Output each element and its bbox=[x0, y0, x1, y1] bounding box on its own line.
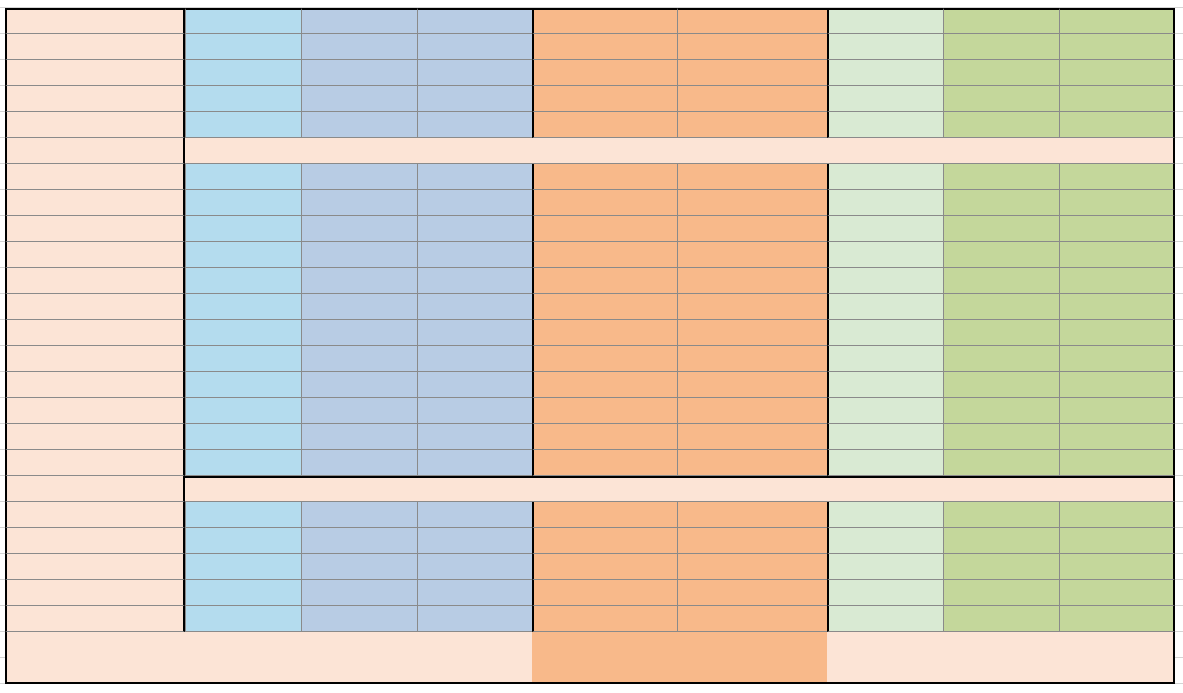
value-cell-well_m bbox=[532, 294, 677, 320]
value-cell-well_y bbox=[677, 606, 827, 632]
value-cell-spa_yf bbox=[417, 164, 532, 190]
value-cell-yoga_yf bbox=[1059, 112, 1175, 138]
value-cell-spa_yf bbox=[417, 606, 532, 632]
value-cell-well_y bbox=[677, 8, 827, 34]
value-cell-yoga_yf bbox=[1059, 372, 1175, 398]
value-cell-spa_yf bbox=[417, 424, 532, 450]
row-label bbox=[5, 372, 185, 398]
row-label bbox=[5, 424, 185, 450]
value-cell-spa_m bbox=[185, 320, 301, 346]
value-cell-spa_m bbox=[185, 554, 301, 580]
value-cell-well_m bbox=[532, 398, 677, 424]
value-cell-spa_yf bbox=[417, 216, 532, 242]
value-cell-well_y bbox=[677, 268, 827, 294]
value-cell-yoga_yf bbox=[1059, 8, 1175, 34]
value-cell-spa_m bbox=[185, 294, 301, 320]
value-cell-spa_yf bbox=[417, 580, 532, 606]
value-cell-spa_m bbox=[185, 606, 301, 632]
value-cell-spa_m bbox=[185, 268, 301, 294]
value-cell-spa_y bbox=[301, 580, 417, 606]
section-header bbox=[185, 476, 1175, 502]
value-cell-well_y bbox=[677, 450, 827, 476]
row-label bbox=[5, 242, 185, 268]
value-cell-well_m bbox=[532, 346, 677, 372]
value-cell-yoga_yf bbox=[1059, 502, 1175, 528]
value-cell-well_y bbox=[677, 34, 827, 60]
value-cell-spa_yf bbox=[417, 450, 532, 476]
value-cell-spa_yf bbox=[417, 60, 532, 86]
value-cell-yoga_y bbox=[943, 164, 1059, 190]
value-cell-well_y bbox=[677, 528, 827, 554]
value-cell-yoga_m bbox=[827, 190, 943, 216]
value-cell-yoga_m bbox=[827, 554, 943, 580]
value-cell-spa_y bbox=[301, 294, 417, 320]
value-cell-spa_y bbox=[301, 86, 417, 112]
value-cell-spa_yf bbox=[417, 346, 532, 372]
footnote-left-blank bbox=[5, 632, 532, 684]
value-cell-well_m bbox=[532, 528, 677, 554]
value-cell-well_y bbox=[677, 86, 827, 112]
value-cell-yoga_y bbox=[943, 294, 1059, 320]
value-cell-yoga_y bbox=[943, 580, 1059, 606]
value-cell-spa_yf bbox=[417, 190, 532, 216]
row-label bbox=[5, 554, 185, 580]
row-label bbox=[5, 528, 185, 554]
value-cell-well_m bbox=[532, 8, 677, 34]
row-label bbox=[5, 112, 185, 138]
value-cell-well_m bbox=[532, 60, 677, 86]
row-label bbox=[5, 502, 185, 528]
value-cell-yoga_y bbox=[943, 34, 1059, 60]
value-cell-yoga_yf bbox=[1059, 164, 1175, 190]
value-cell-spa_yf bbox=[417, 242, 532, 268]
value-cell-well_y bbox=[677, 294, 827, 320]
value-cell-well_y bbox=[677, 346, 827, 372]
value-cell-spa_m bbox=[185, 164, 301, 190]
value-cell-yoga_y bbox=[943, 320, 1059, 346]
value-cell-spa_y bbox=[301, 34, 417, 60]
value-cell-spa_yf bbox=[417, 502, 532, 528]
value-cell-well_y bbox=[677, 242, 827, 268]
value-cell-yoga_y bbox=[943, 112, 1059, 138]
value-cell-well_y bbox=[677, 424, 827, 450]
value-cell-well_y bbox=[677, 372, 827, 398]
value-cell-yoga_m bbox=[827, 294, 943, 320]
value-cell-spa_yf bbox=[417, 34, 532, 60]
value-cell-yoga_y bbox=[943, 86, 1059, 112]
value-cell-yoga_y bbox=[943, 190, 1059, 216]
row-label bbox=[5, 450, 185, 476]
value-cell-well_y bbox=[677, 216, 827, 242]
value-cell-spa_yf bbox=[417, 268, 532, 294]
value-cell-well_y bbox=[677, 502, 827, 528]
value-cell-yoga_yf bbox=[1059, 398, 1175, 424]
value-cell-spa_yf bbox=[417, 554, 532, 580]
value-cell-yoga_y bbox=[943, 60, 1059, 86]
value-cell-yoga_yf bbox=[1059, 216, 1175, 242]
row-label bbox=[5, 294, 185, 320]
value-cell-well_y bbox=[677, 580, 827, 606]
value-cell-spa_yf bbox=[417, 8, 532, 34]
value-cell-spa_m bbox=[185, 112, 301, 138]
value-cell-spa_yf bbox=[417, 372, 532, 398]
value-cell-yoga_m bbox=[827, 164, 943, 190]
value-cell-yoga_m bbox=[827, 86, 943, 112]
value-cell-yoga_y bbox=[943, 398, 1059, 424]
value-cell-spa_y bbox=[301, 398, 417, 424]
value-cell-spa_m bbox=[185, 502, 301, 528]
value-cell-spa_yf bbox=[417, 320, 532, 346]
value-cell-well_m bbox=[532, 502, 677, 528]
value-cell-yoga_y bbox=[943, 450, 1059, 476]
value-cell-spa_y bbox=[301, 8, 417, 34]
value-cell-well_y bbox=[677, 320, 827, 346]
value-cell-yoga_yf bbox=[1059, 554, 1175, 580]
value-cell-yoga_y bbox=[943, 502, 1059, 528]
section-header bbox=[185, 138, 1175, 164]
value-cell-spa_y bbox=[301, 372, 417, 398]
value-cell-yoga_yf bbox=[1059, 190, 1175, 216]
row-label bbox=[5, 164, 185, 190]
value-cell-yoga_m bbox=[827, 372, 943, 398]
value-cell-spa_m bbox=[185, 242, 301, 268]
value-cell-well_m bbox=[532, 86, 677, 112]
value-cell-spa_m bbox=[185, 424, 301, 450]
value-cell-spa_m bbox=[185, 580, 301, 606]
value-cell-yoga_m bbox=[827, 216, 943, 242]
value-cell-yoga_y bbox=[943, 372, 1059, 398]
value-cell-spa_y bbox=[301, 502, 417, 528]
value-cell-spa_m bbox=[185, 346, 301, 372]
value-cell-spa_y bbox=[301, 190, 417, 216]
value-cell-spa_m bbox=[185, 372, 301, 398]
value-cell-well_m bbox=[532, 216, 677, 242]
value-cell-spa_y bbox=[301, 346, 417, 372]
value-cell-spa_m bbox=[185, 8, 301, 34]
value-cell-well_m bbox=[532, 320, 677, 346]
value-cell-well_m bbox=[532, 164, 677, 190]
value-cell-well_y bbox=[677, 164, 827, 190]
value-cell-yoga_yf bbox=[1059, 424, 1175, 450]
value-cell-spa_y bbox=[301, 112, 417, 138]
value-cell-yoga_yf bbox=[1059, 606, 1175, 632]
row-label bbox=[5, 320, 185, 346]
value-cell-yoga_y bbox=[943, 606, 1059, 632]
row-label bbox=[5, 60, 185, 86]
value-cell-well_m bbox=[532, 424, 677, 450]
value-cell-spa_yf bbox=[417, 112, 532, 138]
value-cell-well_y bbox=[677, 398, 827, 424]
value-cell-spa_y bbox=[301, 60, 417, 86]
value-cell-spa_m bbox=[185, 190, 301, 216]
value-cell-yoga_yf bbox=[1059, 528, 1175, 554]
value-cell-spa_m bbox=[185, 398, 301, 424]
value-cell-yoga_y bbox=[943, 528, 1059, 554]
row-label bbox=[5, 216, 185, 242]
value-cell-spa_m bbox=[185, 528, 301, 554]
value-cell-spa_y bbox=[301, 320, 417, 346]
value-cell-spa_y bbox=[301, 554, 417, 580]
footnote-text bbox=[532, 632, 827, 658]
value-cell-spa_yf bbox=[417, 294, 532, 320]
value-cell-yoga_yf bbox=[1059, 294, 1175, 320]
row-label bbox=[5, 34, 185, 60]
value-cell-spa_m bbox=[185, 216, 301, 242]
value-cell-well_m bbox=[532, 580, 677, 606]
value-cell-yoga_yf bbox=[1059, 242, 1175, 268]
value-cell-yoga_yf bbox=[1059, 268, 1175, 294]
value-cell-well_m bbox=[532, 372, 677, 398]
footnote-text bbox=[532, 658, 827, 684]
value-cell-yoga_m bbox=[827, 60, 943, 86]
value-cell-yoga_m bbox=[827, 580, 943, 606]
value-cell-well_m bbox=[532, 450, 677, 476]
value-cell-spa_m bbox=[185, 86, 301, 112]
value-cell-spa_yf bbox=[417, 528, 532, 554]
value-cell-spa_m bbox=[185, 34, 301, 60]
row-label bbox=[5, 398, 185, 424]
value-cell-yoga_m bbox=[827, 398, 943, 424]
value-cell-well_m bbox=[532, 112, 677, 138]
value-cell-yoga_m bbox=[827, 34, 943, 60]
value-cell-well_m bbox=[532, 268, 677, 294]
value-cell-well_y bbox=[677, 112, 827, 138]
value-cell-yoga_y bbox=[943, 216, 1059, 242]
value-cell-well_m bbox=[532, 554, 677, 580]
value-cell-spa_m bbox=[185, 450, 301, 476]
row-label bbox=[5, 606, 185, 632]
value-cell-yoga_y bbox=[943, 8, 1059, 34]
value-cell-yoga_m bbox=[827, 8, 943, 34]
row-label bbox=[5, 86, 185, 112]
value-cell-well_m bbox=[532, 242, 677, 268]
footnote-right-border bbox=[827, 632, 1175, 684]
value-cell-yoga_y bbox=[943, 242, 1059, 268]
value-cell-yoga_m bbox=[827, 424, 943, 450]
value-cell-well_y bbox=[677, 60, 827, 86]
value-cell-yoga_yf bbox=[1059, 450, 1175, 476]
value-cell-yoga_y bbox=[943, 424, 1059, 450]
value-cell-yoga_yf bbox=[1059, 86, 1175, 112]
value-cell-well_m bbox=[532, 606, 677, 632]
value-cell-spa_y bbox=[301, 424, 417, 450]
row-label bbox=[5, 580, 185, 606]
value-cell-yoga_m bbox=[827, 606, 943, 632]
value-cell-spa_yf bbox=[417, 398, 532, 424]
value-cell-yoga_m bbox=[827, 528, 943, 554]
value-cell-yoga_m bbox=[827, 346, 943, 372]
value-cell-yoga_yf bbox=[1059, 320, 1175, 346]
row-label bbox=[5, 190, 185, 216]
value-cell-spa_y bbox=[301, 450, 417, 476]
value-cell-yoga_m bbox=[827, 320, 943, 346]
value-cell-spa_y bbox=[301, 268, 417, 294]
value-cell-yoga_m bbox=[827, 112, 943, 138]
value-cell-spa_yf bbox=[417, 86, 532, 112]
value-cell-yoga_y bbox=[943, 554, 1059, 580]
row-label bbox=[5, 8, 185, 34]
value-cell-yoga_yf bbox=[1059, 34, 1175, 60]
value-cell-yoga_yf bbox=[1059, 580, 1175, 606]
value-cell-spa_y bbox=[301, 164, 417, 190]
value-cell-well_y bbox=[677, 190, 827, 216]
row-label bbox=[5, 268, 185, 294]
value-cell-spa_y bbox=[301, 528, 417, 554]
value-cell-yoga_yf bbox=[1059, 60, 1175, 86]
value-cell-well_y bbox=[677, 554, 827, 580]
row-label bbox=[5, 138, 185, 164]
value-cell-spa_m bbox=[185, 60, 301, 86]
value-cell-spa_y bbox=[301, 606, 417, 632]
value-cell-yoga_yf bbox=[1059, 346, 1175, 372]
value-cell-spa_y bbox=[301, 216, 417, 242]
value-cell-yoga_m bbox=[827, 502, 943, 528]
row-label bbox=[5, 476, 185, 502]
row-label bbox=[5, 346, 185, 372]
value-cell-well_m bbox=[532, 190, 677, 216]
value-cell-yoga_y bbox=[943, 268, 1059, 294]
value-cell-yoga_m bbox=[827, 242, 943, 268]
value-cell-yoga_y bbox=[943, 346, 1059, 372]
value-cell-well_m bbox=[532, 34, 677, 60]
value-cell-yoga_m bbox=[827, 268, 943, 294]
value-cell-spa_y bbox=[301, 242, 417, 268]
value-cell-yoga_m bbox=[827, 450, 943, 476]
